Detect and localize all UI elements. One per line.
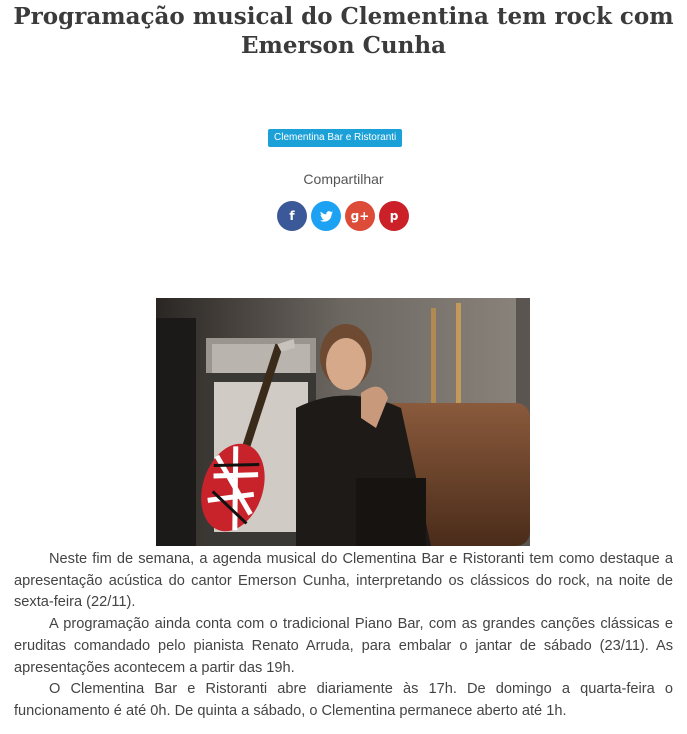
facebook-share-button[interactable] <box>277 201 307 231</box>
facebook-icon: f <box>289 209 295 223</box>
article-paragraph: A programação ainda conta com o tradicional Piano Bar, com as grandes canções clássicas e eruditas comandado pelo pianista Renato Arruda, para embalar o jantar de sábado (23/11). As apresentações acontecem a partir das 19h. <box>14 616 673 676</box>
pinterest-share-button[interactable] <box>379 201 409 231</box>
pinterest-icon: p <box>389 209 399 223</box>
share-label: Compartilhar <box>303 171 384 187</box>
share-buttons <box>277 201 409 231</box>
twitter-icon <box>320 211 333 222</box>
article-body <box>14 549 673 723</box>
article-photo <box>156 298 530 546</box>
google-plus-icon: g+ <box>350 209 370 223</box>
article-paragraph: Neste fim de semana, a agenda musical do Clementina Bar e Ristoranti tem como destaque a apresentação acústica do cantor Emerson Cunha, interpretando os clássicos do rock, na noite de sexta-feira (22/11). <box>14 551 673 611</box>
article-title: Programação musical do Clementina tem rock com Emerson Cunha <box>13 3 674 59</box>
twitter-share-button[interactable] <box>311 201 341 231</box>
category-badge[interactable]: Clementina Bar e Ristoranti <box>268 129 402 147</box>
google-plus-share-button[interactable] <box>345 201 375 231</box>
article-paragraph: O Clementina Bar e Ristoranti abre diariamente às 17h. De domingo a quarta-feira o funcionamento é até 0h. De quinta a sábado, o Clementina permanece aberto até 1h. <box>14 681 673 719</box>
